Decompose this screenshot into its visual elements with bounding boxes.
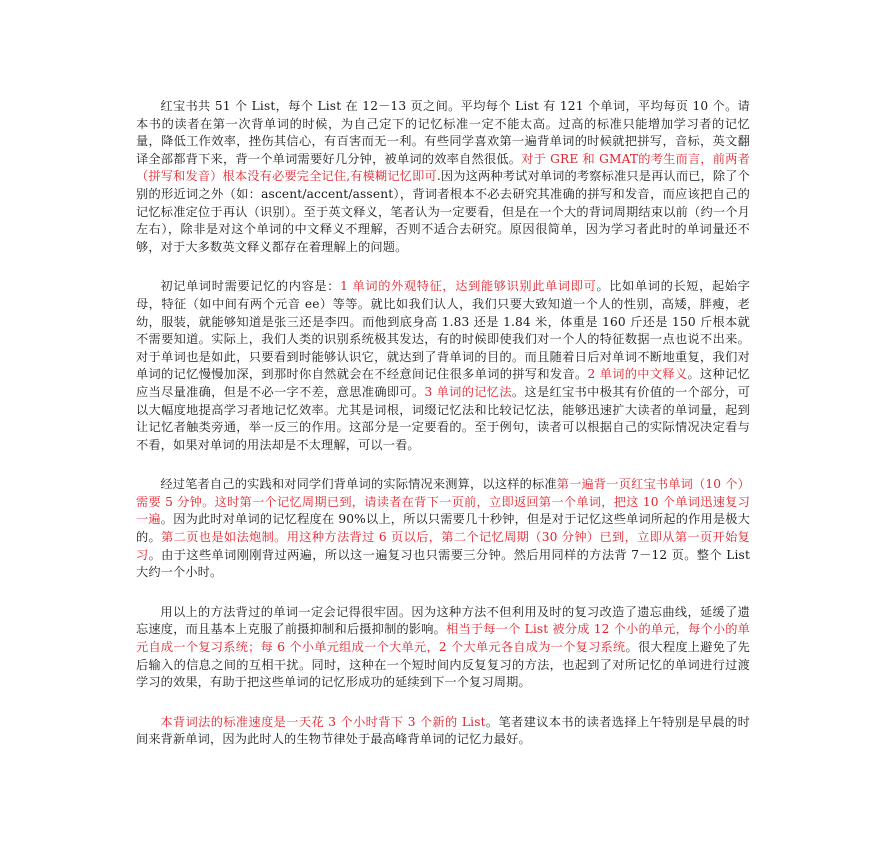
highlighted-text-segment: 本背词法的标准速度是一天花 3 个小时背下 3 个新的 List: [160, 714, 486, 729]
text-segment: 。这种记忆应当尽量准确，但是不必一字不差，意思准确即可。: [136, 367, 750, 399]
paragraph-2: [136, 278, 750, 454]
paragraph-3: [136, 476, 750, 582]
highlighted-text-segment: 3 单词的记忆法: [424, 384, 512, 399]
highlighted-text-segment: 相当于每一个 List 被分成 12 个小的单元，每个小的单元自成一个复习系统；每 6 个小单元组成一个大单元，2 个大单元各自成为一个复习系统: [136, 622, 751, 655]
paragraph-5: [136, 714, 750, 749]
text-segment: 。很大程度上避免了先后输入的信息之间的互相干扰。同时，这种在一个短时间内反复复习的方法，也起到了对所记忆的单词进行过渡学习的效果，有助于把这些单词的记忆形成功的延续到下一个复习周期。: [136, 640, 751, 690]
text-segment: 。笔者建议本书的读者选择上午特别是早晨的时间来背新单词，因为此时人的生物节律处于最高峰背单词的记忆力最好。: [136, 714, 750, 747]
document-body: [136, 98, 750, 771]
highlighted-text-segment: 1 单词的外观特征，达到能够识别此单词即可: [340, 279, 597, 294]
text-segment: 红宝书共 51 个 List，每个 List 在 12－13 页之间。平均每个 List 有 121 个单词，平均每页 10 个。请本书的读者在第一次背单词的时候，为自己定下的记忆标准一定不能太高。过高的标准只能增加学习者的记忆量，降低工作效率，挫伤其信心，有百害而无一利。有些同学喜欢第一遍背单词的时候就把拼写，音标，英文翻译全部都背下来，背一个单词需要好几分钟，被单词的效率自然很低。: [136, 99, 750, 166]
highlighted-text-segment: 第一遍背一页红宝书单词（10 个）需要 5 分钟。这时第一个记忆周期已到，请读者在背下一页前，立即返回第一个单词，把这 10 个单词迅速复习一遍: [136, 477, 750, 527]
text-segment: 用以上的方法背过的单词一定会记得很牢固。因为这种方法不但利用及时的复习改造了遗忘曲线，延缓了遗忘速度，而且基本上克服了前摄抑制和后摄抑制的影响。: [136, 604, 750, 637]
highlighted-text-segment: 第二页也是如法炮制。用这种方法背过 6 页以后，第二个记忆周期（30 分钟）已到，立即从第一页开始复习: [136, 530, 750, 562]
text-segment: 。因为此时对单词的记忆程度在 90%以上，所以只需要几十秒钟，但是对于记忆这些单词所起的作用是极大的。: [136, 512, 751, 545]
paragraph-4: [136, 604, 750, 692]
highlighted-text-segment: 对于 GRE 和 GMAT的考生而言，前两者（拼写和发音）根本没有必要完全记住,有模糊记忆即可: [136, 151, 750, 184]
text-segment: 初记单词时需要记忆的内容是：: [160, 279, 341, 294]
highlighted-text-segment: 2 单词的中文释义: [587, 367, 688, 382]
text-segment: .因为这两种考试对单词的考察标准只是再认而已，除了个别的形近词之外（如：ascent/accent/assent），背词者根本不必去研究其准确的拼写和发音，而应该把自己的记忆标准定位于再认（识别）。至于英文释义，笔者认为一定要看，但是在一个大的背词周期结束以前（约一个月左右），除非是对这个单词的中文释义不理解，否则不适合去研究。原因很简单，因为学习者此时的单词量还不够，对于大多数英文释义都存在着理解上的问题。: [136, 169, 750, 254]
text-segment: 。由于这些单词刚刚背过两遍，所以这一遍复习也只需要三分钟。然后用同样的方法背 7－12 页。整个 List 大约一个小时。: [136, 547, 750, 580]
text-segment: 。这是红宝书中极其有价值的一个部分，可以大幅度地提高学习者地记忆效率。尤其是词根，词缀记忆法和比较记忆法，能够迅速扩大读者的单词量，起到让记忆者触类旁通，举一反三的作用。这部分是一定要看的。至于例句，读者可以根据自己的实际情况决定看与不看，如果对单词的用法却是不太理解，可以一看。: [136, 384, 751, 452]
paragraph-1: [136, 98, 750, 256]
text-segment: 经过笔者自己的实践和对同学们背单词的实际情况来测算，以这样的标准: [160, 477, 557, 492]
text-segment: 。比如单词的长短，起始字母，特征（如中间有两个元音 ee）等等。就比如我们认人，我们只要大致知道一个人的性别，高矮，胖瘦，老幼，服装，就能够知道是张三还是李四。而他到底身高 1.83 还是 1.84 米，体重是 160 斤还是 150 斤根本就不需要知道。实际上，我们人类的识别系统极其发达，有的时候即使我们对一个人的特征数据一点也说不出来。对于单词也是如此，只要看到时能够认识它，就达到了背单词的目的。而且随着日后对单词不断地重复，我们对单词的记忆慢慢加深，到那时你自然就会在不经意间记住很多单词的拼写和发音。: [136, 279, 750, 382]
